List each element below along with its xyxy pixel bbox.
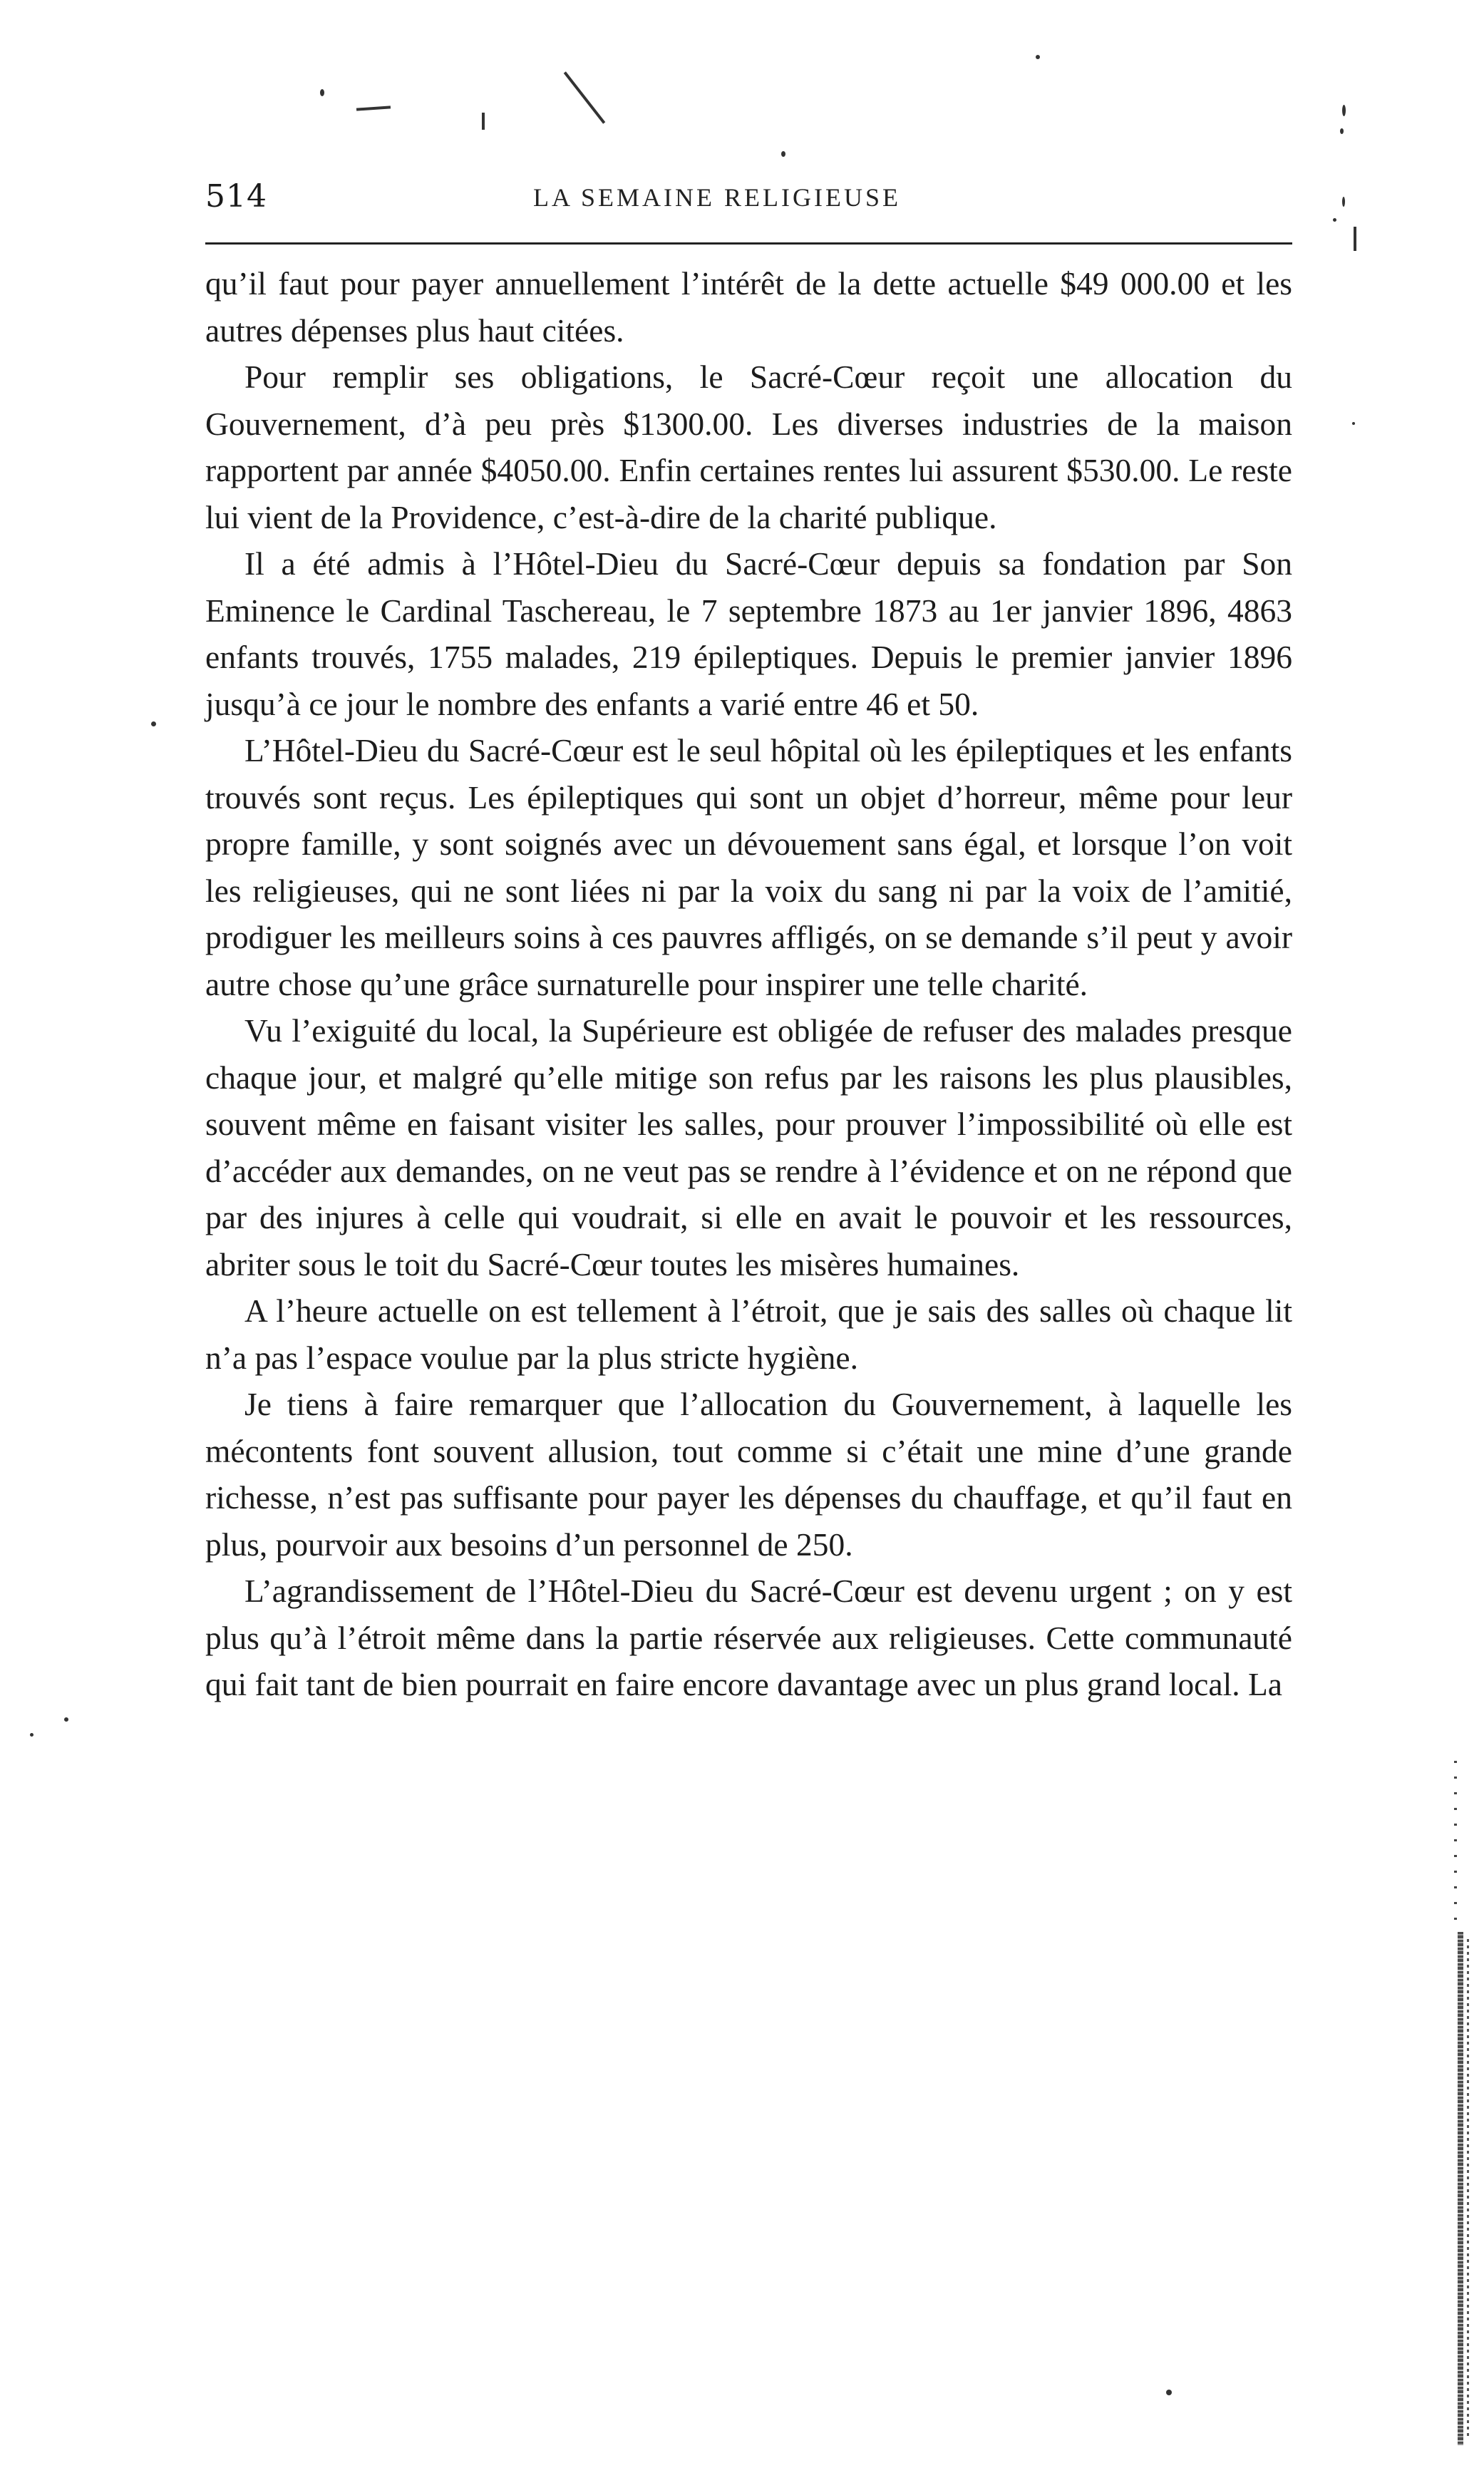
article-body bbox=[205, 260, 1292, 1708]
scan-speck bbox=[151, 721, 156, 726]
scan-speck bbox=[320, 89, 324, 96]
paragraph: L’agrandissement de l’Hôtel-Dieu du Sacré-Cœur est devenu urgent ; on y est plus qu’à l’étroit même dans la partie réservée aux religieuses. Cette communauté qui fait tant de bien pourrait en faire encore davantage avec un plus grand local. La bbox=[205, 1573, 1292, 1702]
scan-speck bbox=[1342, 197, 1345, 207]
scan-mark bbox=[1354, 227, 1356, 251]
scan-speck bbox=[64, 1717, 68, 1722]
paragraph: A l’heure actuelle on est tellement à l’étroit, que je sais des salles où chaque lit n’a pas l’espace voulue par la plus stricte hygiène. bbox=[205, 1292, 1292, 1376]
scan-mark bbox=[564, 71, 606, 123]
binding-edge bbox=[1458, 1932, 1463, 2445]
paragraph: L’Hôtel-Dieu du Sacré-Cœur est le seul hôpital où les épileptiques et les enfants trouvés sont reçus. Les épileptiques qui sont un objet d’horreur, même pour leur propre famille, y sont soignés avec un dévouement sans égal, et lorsque l’on voit les religieuses, qui ne sont liées ni par la voix du sang ni par la voix de l’amitié, prodiguer les meilleurs soins à ces pauvres affligés, on se demande s’il peut y avoir autre chose qu’une grâce surnaturelle pour inspirer une telle charité. bbox=[205, 732, 1292, 1002]
scan-speck bbox=[1333, 218, 1336, 222]
paragraph: Pour remplir ses obligations, le Sacré-Cœur reçoit une allocation du Gouvernement, d’à peu près $1300.00. Les diverses industries de la maison rapportent par année $4050.00. Enfin certaines rentes lui assurent $530.00. Le reste lui vient de la Providence, c’est-à-dire de la charité publique. bbox=[205, 359, 1292, 535]
page-number: 514 bbox=[205, 178, 267, 215]
page-header bbox=[205, 178, 1289, 221]
scan-speck bbox=[1342, 105, 1346, 116]
running-title: LA SEMAINE RELIGIEUSE bbox=[533, 183, 901, 212]
scan-mark bbox=[482, 113, 485, 130]
scan-speck bbox=[1352, 422, 1355, 425]
paragraph: qu’il faut pour payer annuellement l’intérêt de la dette actuelle $49 000.00 et les autres dépenses plus haut citées. bbox=[205, 265, 1292, 349]
paragraph: Je tiens à faire remarquer que l’allocation du Gouvernement, à laquelle les mécontents font souvent allusion, tout comme si c’était une mine d’une grande richesse, n’est pas suffisante pour payer les dépenses du chauffage, et qu’il faut en plus, pourvoir aux besoins d’un personnel de 250. bbox=[205, 1386, 1292, 1563]
scan-mark bbox=[356, 106, 391, 110]
paragraph: Il a été admis à l’Hôtel-Dieu du Sacré-Cœur depuis sa fondation par Son Eminence le Cardinal Taschereau, le 7 septembre 1873 au 1er janvier 1896, 4863 enfants trouvés, 1755 malades, 219 épileptiques. Depuis le premier janvier 1896 jusqu’à ce jour le nombre des enfants a varié entre 46 et 50. bbox=[205, 545, 1292, 722]
scan-speck bbox=[30, 1733, 34, 1737]
scan-speck bbox=[781, 151, 785, 157]
header-rule bbox=[205, 242, 1292, 245]
binding-edge bbox=[1467, 1939, 1469, 2438]
scan-speck bbox=[1166, 2390, 1172, 2395]
scan-speck bbox=[1340, 128, 1344, 134]
paragraph: Vu l’exiguité du local, la Supérieure est obligée de refuser des malades presque chaque jour, et malgré qu’elle mitige son refus par les raisons les plus plausibles, souvent même en faisant visiter les salles, pour prouver l’impossibilité où elle est d’accéder aux demandes, on ne veut pas se rendre à l’évidence et on ne répond que par des injures à celle qui voudrait, si elle en avait le pouvoir et les ressources, abriter sous le toit du Sacré-Cœur toutes les misères humaines. bbox=[205, 1012, 1292, 1282]
binding-edge bbox=[1454, 1761, 1457, 1925]
scan-speck bbox=[1036, 55, 1040, 59]
